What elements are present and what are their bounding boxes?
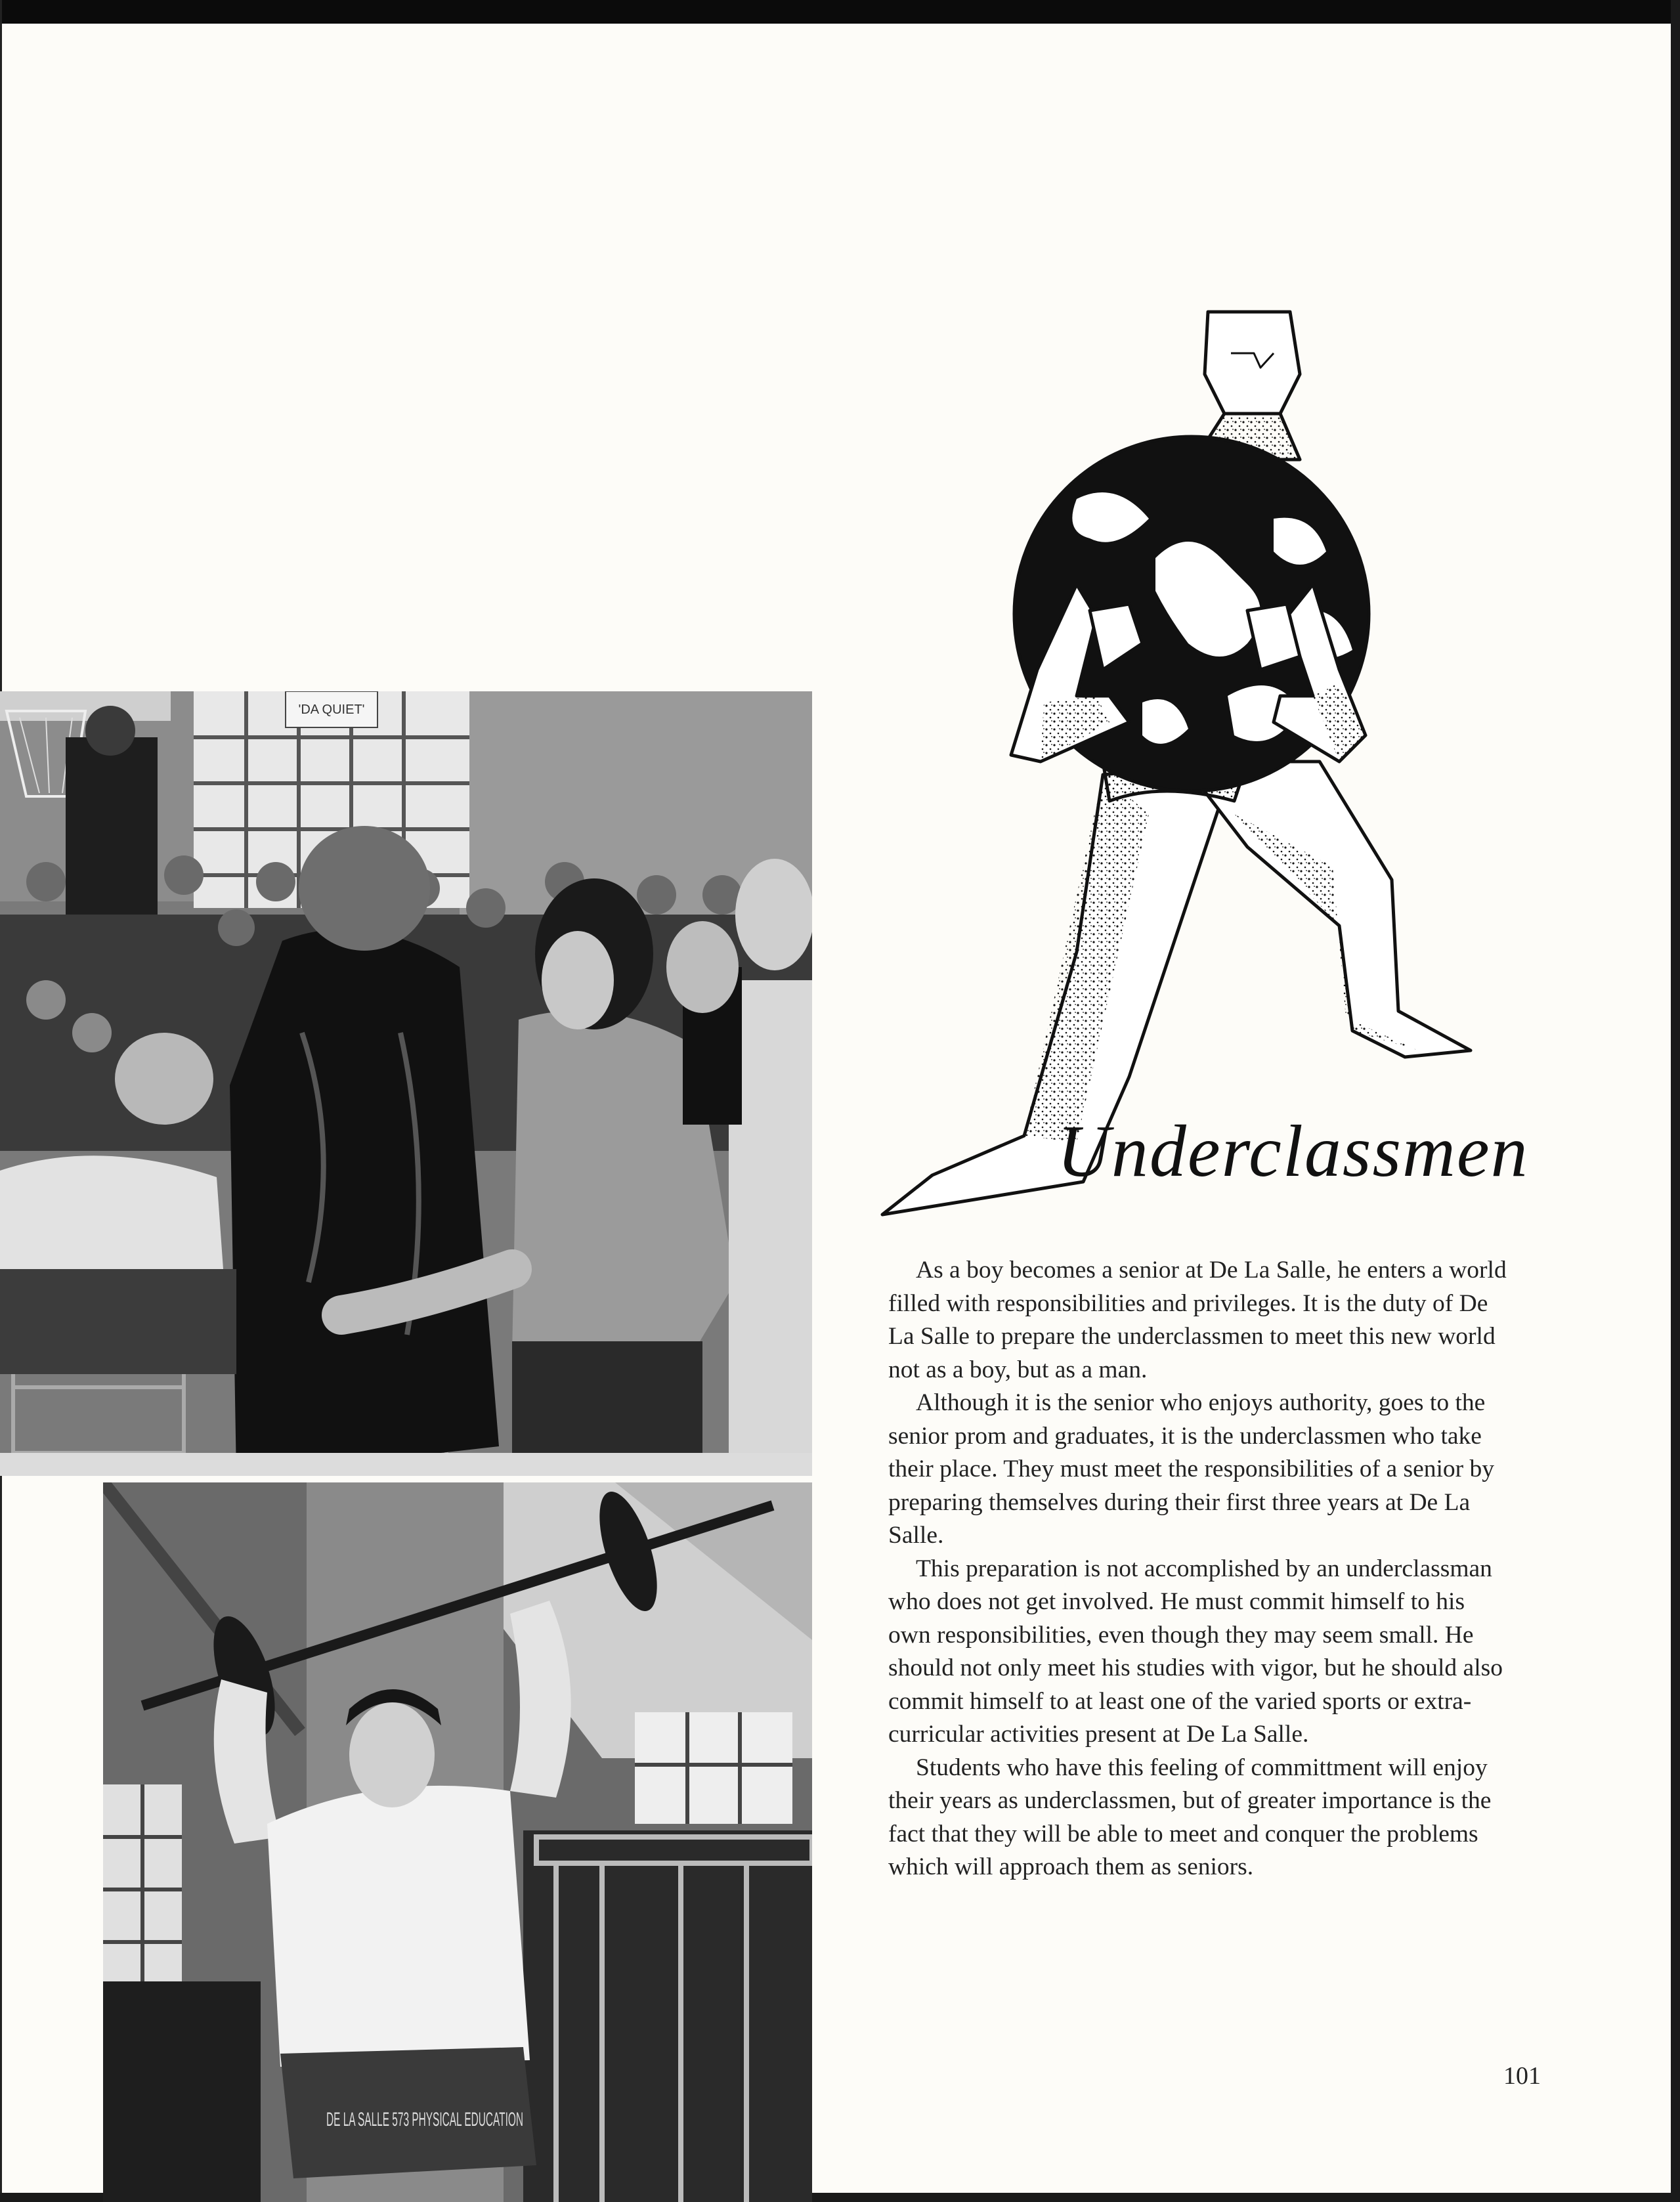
gym-window-right xyxy=(635,1712,792,1824)
gym-sign-text: 'DA QUIET' xyxy=(298,702,365,717)
right-scan-edge xyxy=(1671,0,1680,2202)
page-title: Underclassmen xyxy=(1057,1111,1529,1192)
top-scan-edge xyxy=(0,0,1680,24)
gym-crowd-photo xyxy=(0,691,812,1476)
gym-window-left xyxy=(103,1784,182,1981)
weightlifter-photo xyxy=(103,1482,812,2202)
body-paragraph: Students who have this feeling of committment will enjoy their years as underclassmen, but of greater importance is the fact that they will be able to meet and conquer the problems which will approach them as seniors. xyxy=(888,1754,1492,1880)
atlas-figure-holding-globe-icon xyxy=(880,302,1484,1234)
body-paragraph: This preparation is not accomplished by an underclassman who does not get involved. He must commit himself to his own responsibilities, even though they may seem small. He should not only meet his studies with vigor, but he should also commit himself to at least one of the varied sports or extra-curricular activities present at De La Salle. xyxy=(888,1555,1503,1748)
page-number: 101 xyxy=(1503,2062,1541,2090)
body-paragraph: As a boy becomes a senior at De La Salle, he enters a world filled with responsibilities and privileges. It is the duty of De La Salle to prepare the underclassmen to meet this new world not as a boy, but as a man. xyxy=(888,1257,1507,1383)
body-paragraph: Although it is the senior who enjoys authority, goes to the senior prom and graduates, it is the underclassmen who take their place. They must meet the responsibilities of a senior by preparing themselves during their first three years at De La Salle. xyxy=(888,1389,1495,1549)
shorts-lettering: DE LA SALLE 573 PHYSICAL EDUCATION xyxy=(326,2109,523,2130)
article-body xyxy=(888,1254,1512,1884)
